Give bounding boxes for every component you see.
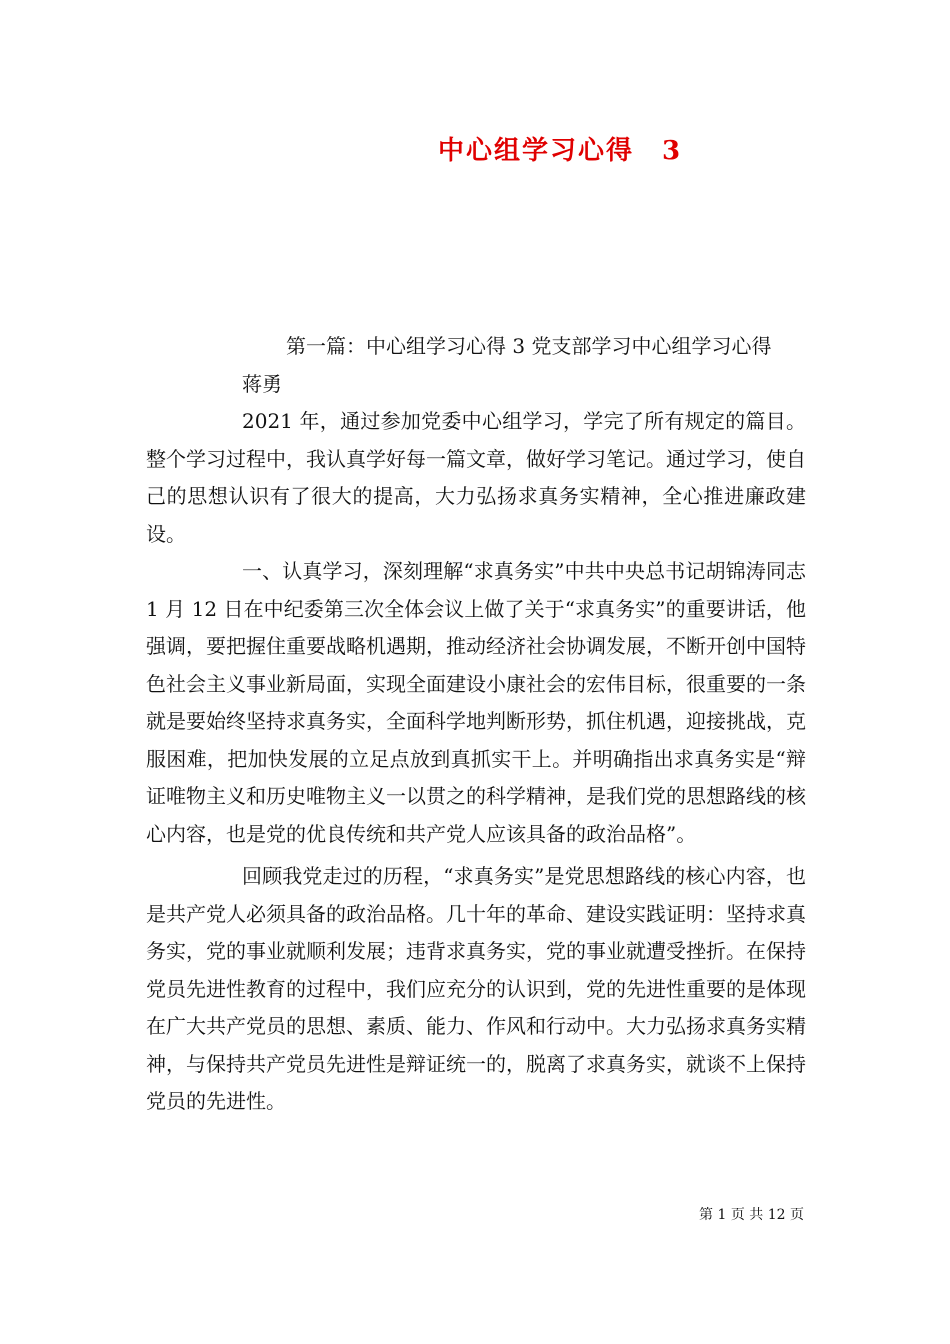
paragraph-1: 2021 年，通过参加党委中心组学习，学完了所有规定的篇目。整个学习过程中，我认真学好每一篇文章，做好学习笔记。通过学习，使自己的思想认识有了很大的提高，大力弘扬求真务实精神，全心推进廉政建设。 <box>146 409 806 546</box>
chapter-heading: 第一篇：中心组学习心得 3 党支部学习中心组学习心得 <box>286 334 772 358</box>
author-name: 蒋勇 <box>242 371 282 396</box>
page-number-footer: 第 1 页 共 12 页 <box>699 1207 804 1223</box>
paragraph-3: 回顾我党走过的历程，“求真务实”是党思想路线的核心内容，也是共产党人必须具备的政治品格。几十年的革命、建设实践证明：坚持求真务实，党的事业就顺利发展；违背求真务实，党的事业就遭受挫折。在保持党员先进性教育的过程中，我们应充分的认识到，党的先进性重要的是体现在广大共产党员的思想、素质、能力、作风和行动中。大力弘扬求真务实精神，与保持共产党员先进性是辩证统一的，脱离了求真务实，就谈不上保持党员的先进性。 <box>146 864 806 1113</box>
paragraph-2: 一、认真学习，深刻理解“求真务实”中共中央总书记胡锦涛同志 1 月 12 日在中纪委第三次全体会议上做了关于“求真务实”的重要讲话，他强调，要把握住重要战略机遇期，推动经济社会协调发展，不断开创中国特色社会主义事业新局面，实现全面建设小康社会的宏伟目标，很重要的一条就是要始终坚持求真务实，全面科学地判断形势，抓住机遇，迎接挑战，克服困难，把加快发展的立足点放到真抓实干上。并明确指出求真务实是“辩证唯物主义和历史唯物主义一以贯之的科学精神，是我们党的思想路线的核心内容，也是党的优良传统和共产党人应该具备的政治品格”。 <box>146 559 806 846</box>
document-body <box>146 328 806 1121</box>
document-title: 中心组学习心得 3 <box>437 136 683 166</box>
